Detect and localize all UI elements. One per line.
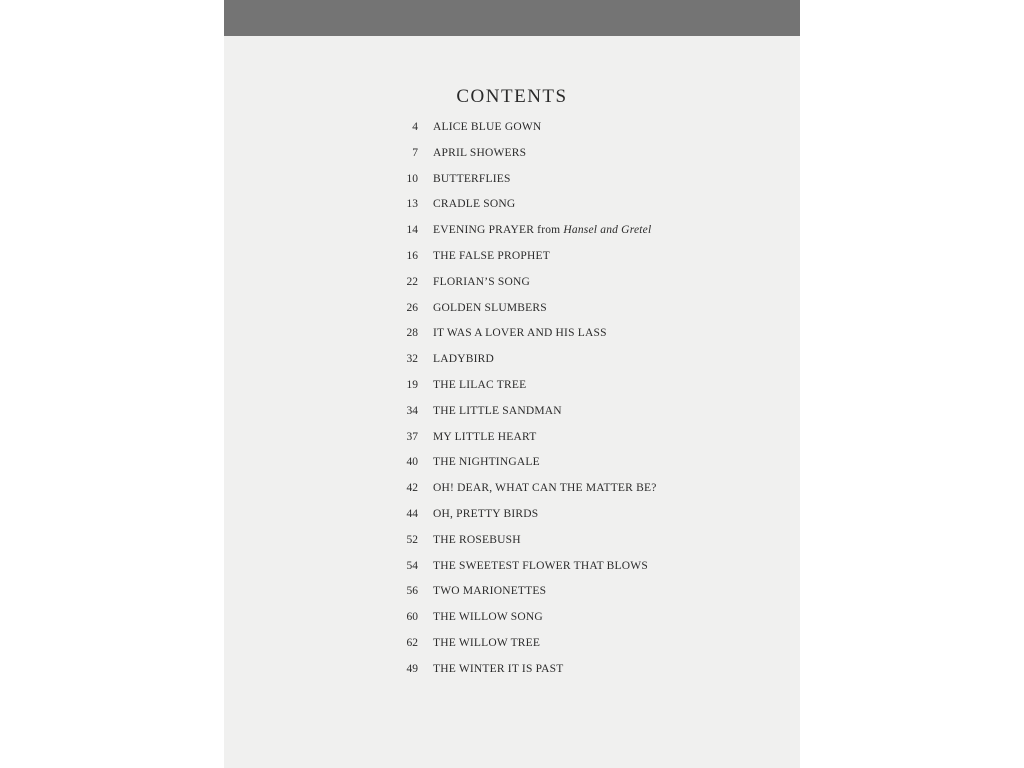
entry-title: APRIL SHOWERS [433, 146, 527, 159]
contents-entry [224, 143, 800, 169]
entry-page-number: 22 [406, 275, 418, 288]
top-band [224, 0, 800, 36]
entry-title-line [433, 302, 547, 314]
contents-entry [224, 246, 800, 272]
contents-entry [224, 530, 800, 556]
entry-title: THE NIGHTINGALE [433, 456, 540, 469]
entry-page-number: 54 [406, 559, 418, 572]
contents-entry [224, 452, 800, 478]
entry-source-title: Hansel and Gretel [563, 224, 652, 237]
entry-title-line [433, 224, 651, 236]
entry-title: THE LILAC TREE [433, 378, 527, 391]
entry-title-line [433, 327, 607, 339]
entry-page-number: 16 [406, 249, 418, 262]
entry-title-line [433, 534, 521, 546]
contents-entry [224, 427, 800, 453]
entry-title-line [433, 431, 536, 443]
entry-page-number: 56 [406, 585, 418, 598]
entry-page-number: 60 [406, 611, 418, 624]
entry-title: OH, PRETTY BIRDS [433, 507, 539, 520]
entry-page-number: 32 [406, 353, 418, 366]
contents-entry [224, 375, 800, 401]
entry-title-line [433, 456, 540, 468]
entry-title-line [433, 250, 550, 262]
entry-title: THE ROSEBUSH [433, 533, 521, 546]
entry-page-number: 14 [406, 224, 418, 237]
contents-entry [224, 169, 800, 195]
entry-page-number: 62 [406, 636, 418, 649]
entry-page-number: 28 [406, 327, 418, 340]
entry-title-line [433, 482, 657, 494]
entry-title: MY LITTLE HEART [433, 430, 537, 443]
entry-title: THE WILLOW SONG [433, 611, 543, 624]
contents-entry [224, 478, 800, 504]
document-page [224, 0, 800, 768]
entry-title: ALICE BLUE GOWN [433, 121, 542, 133]
entry-title-line [433, 147, 526, 159]
contents-entry [224, 556, 800, 582]
contents-entry [224, 633, 800, 659]
contents-entry [224, 581, 800, 607]
entry-page-number: 4 [412, 121, 418, 133]
entry-title-line [433, 663, 564, 675]
entry-page-number: 40 [406, 456, 418, 469]
entry-title: FLORIAN’S SONG [433, 275, 531, 288]
entry-page-number: 13 [406, 198, 418, 211]
entry-page-number: 37 [406, 430, 418, 443]
entry-page-number: 7 [412, 146, 418, 159]
contents-entry [224, 607, 800, 633]
entry-title: LADYBIRD [433, 353, 495, 366]
entry-page-number: 34 [406, 404, 418, 417]
entry-title-line [433, 585, 546, 597]
entry-title: OH! DEAR, WHAT CAN THE MATTER BE? [433, 482, 657, 495]
entry-page-number: 19 [406, 378, 418, 391]
entry-page-number: 10 [406, 172, 418, 185]
entry-title-line [433, 353, 494, 365]
entry-title-line [433, 637, 540, 649]
entry-title: CRADLE SONG [433, 198, 516, 211]
entry-title-line [433, 173, 511, 185]
entry-title: TWO MARIONETTES [433, 585, 547, 598]
contents-entry [224, 349, 800, 375]
entry-title-line [433, 405, 562, 417]
contents-list [224, 117, 800, 685]
entry-title-line [433, 198, 515, 210]
entry-title-line [433, 611, 543, 623]
entry-title: THE SWEETEST FLOWER THAT BLOWS [433, 559, 648, 572]
entry-title: GOLDEN SLUMBERS [433, 301, 547, 314]
entry-from-label: from [537, 224, 561, 237]
contents-entry [224, 220, 800, 246]
entry-title-line [433, 121, 541, 133]
contents-entry [224, 194, 800, 220]
entry-title: THE WINTER IT IS PAST [433, 662, 564, 675]
entry-page-number: 52 [406, 533, 418, 546]
entry-title: IT WAS A LOVER AND HIS LASS [433, 327, 607, 340]
entry-page-number: 26 [406, 301, 418, 314]
contents-entry [224, 298, 800, 324]
entry-title: EVENING PRAYER [433, 224, 535, 237]
contents-entry [224, 272, 800, 298]
contents-entry [224, 117, 800, 143]
entry-title: THE WILLOW TREE [433, 636, 541, 649]
entry-title-line [433, 276, 530, 288]
contents-entry [224, 659, 800, 685]
entry-title-line [433, 560, 648, 572]
entry-page-number: 44 [406, 507, 418, 520]
entry-title-line [433, 508, 538, 520]
entry-title: THE FALSE PROPHET [433, 249, 550, 262]
page-title: CONTENTS [456, 86, 568, 107]
contents-entry [224, 401, 800, 427]
contents-entry [224, 323, 800, 349]
entry-page-number: 42 [406, 482, 418, 495]
entry-title: THE LITTLE SANDMAN [433, 404, 562, 417]
entry-title: BUTTERFLIES [433, 172, 511, 185]
entry-page-number: 49 [406, 662, 418, 675]
entry-title-line [433, 379, 526, 391]
contents-entry [224, 504, 800, 530]
